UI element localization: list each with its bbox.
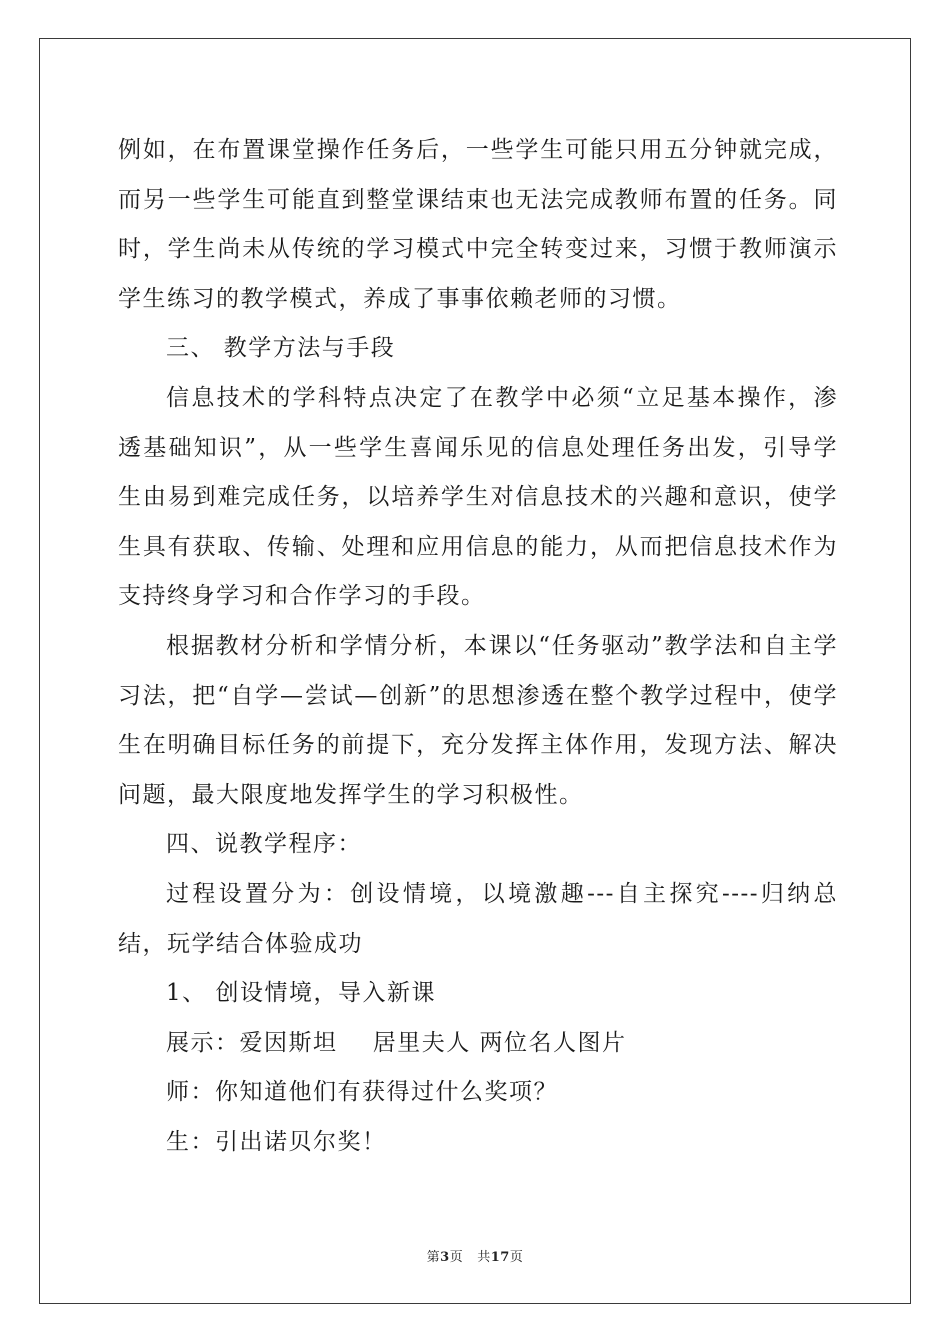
subheading-create-situation: 1、 创设情境，导入新课 — [166, 980, 436, 1007]
paragraph-student-answer: 生：引出诺贝尔奖！ — [166, 1128, 387, 1155]
total-prefix: 共 — [477, 1250, 491, 1265]
paragraph-method-analysis: 根据教材分析和学情分析，本课以“任务驱动”教学法和自主学习法，把“自学—尝试—创新”的思想渗透在整个教学过程中，使学生在明确目标任务的前提下，充分发挥主体作用，发现方法、解决问题，最大限度地发挥学生的学习积极性。 — [118, 632, 838, 808]
section-heading-teaching-procedure: 四、说教学程序： — [166, 831, 362, 858]
document-body — [118, 126, 838, 1167]
total-suffix: 页 — [509, 1250, 524, 1265]
total-pages: 17 — [490, 1250, 510, 1265]
paragraph-process-setup: 过程设置分为：创设情境，以境激趣---自主探究----归纳总结，玩学结合体验成功 — [118, 880, 838, 957]
page-suffix: 页 — [449, 1250, 464, 1265]
paragraph-continuation: 例如，在布置课堂操作任务后，一些学生可能只用五分钟就完成，而另一些学生可能直到整堂课结束也无法完成教师布置的任务。同时，学生尚未从传统的学习模式中完全转变过来，习惯于教师演示学生练习的教学模式，养成了事事依赖老师的习惯。 — [118, 137, 838, 312]
page-number: 3 — [440, 1250, 450, 1265]
paragraph-show-pictures: 展示：爱因斯坦 居里夫人 两位名人图片 — [166, 1029, 627, 1056]
paragraph-teacher-question: 师：你知道他们有获得过什么奖项？ — [166, 1079, 558, 1106]
page-footer — [0, 1246, 950, 1265]
page-prefix: 第 — [426, 1250, 441, 1265]
section-heading-teaching-methods: 三、 教学方法与手段 — [166, 335, 396, 362]
paragraph-subject-features: 信息技术的学科特点决定了在教学中必须“立足基本操作，渗透基础知识”，从一些学生喜闻乐见的信息处理任务出发，引导学生由易到难完成任务，以培养学生对信息技术的兴趣和意识，使学生具有获取、传输、处理和应用信息的能力，从而把信息技术作为支持终身学习和合作学习的手段。 — [118, 384, 838, 610]
